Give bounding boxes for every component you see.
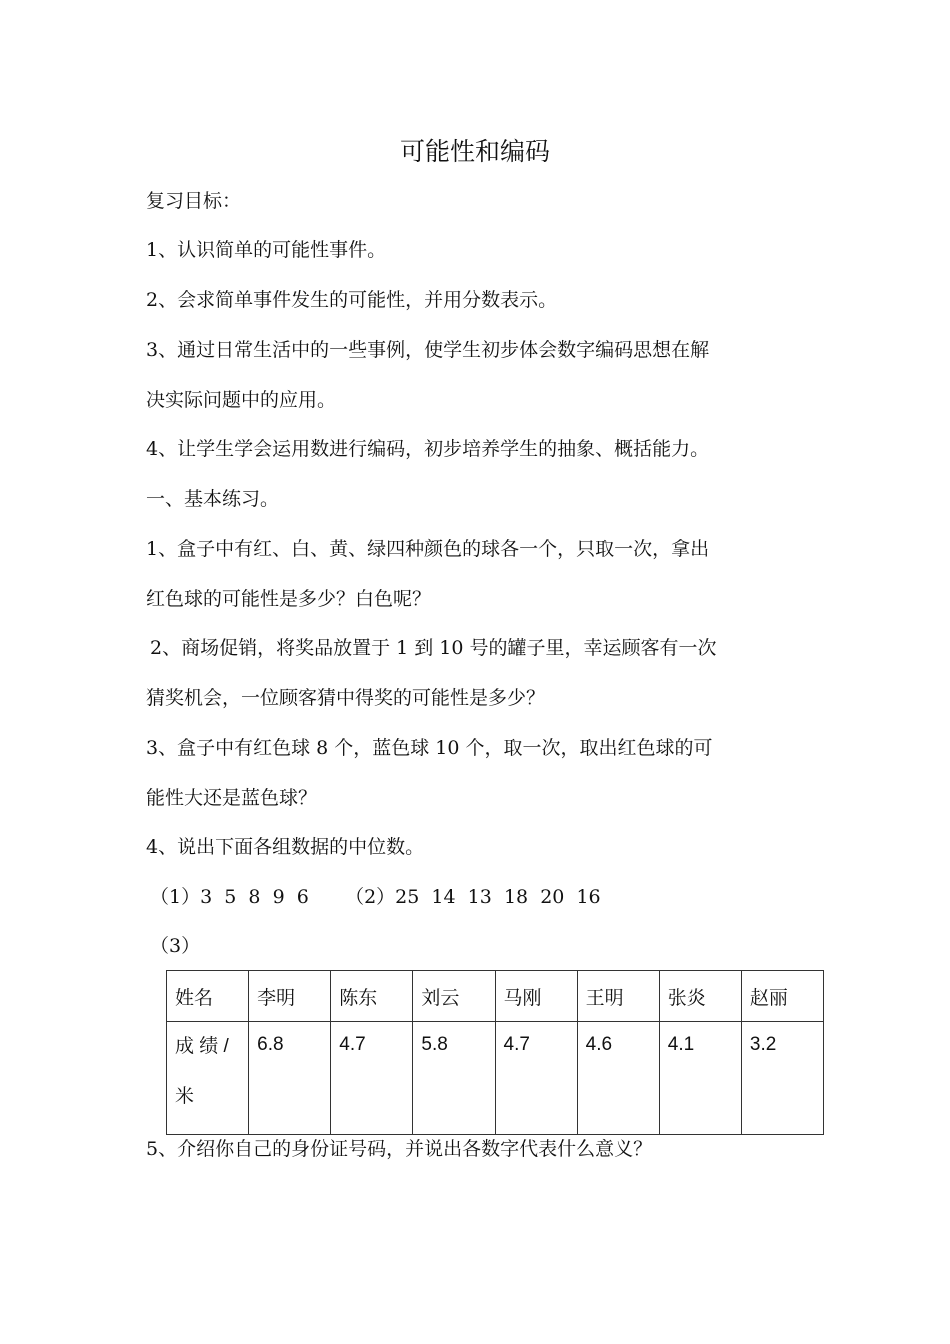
goal-item: 1、认识简单的可能性事件。 <box>146 239 387 261</box>
goal-item: 3、通过日常生活中的一些事例，使学生初步体会数字编码思想在解 <box>146 339 710 361</box>
table-row-label: 成 绩 / 米 <box>167 1022 249 1135</box>
final-question: 5、介绍你自己的身份证号码，并说出各数字代表什么意义？ <box>146 1138 653 1160</box>
table-cell: 6.8 <box>249 1022 331 1135</box>
table-cell: 李明 <box>249 971 331 1022</box>
exercise-item: 3、盒子中有红色球 8 个，蓝色球 10 个，取一次，取出红色球的可 <box>146 737 713 759</box>
goal-item-continued: 决实际问题中的应用。 <box>146 389 337 411</box>
exercise-item: 4、说出下面各组数据的中位数。 <box>146 836 425 858</box>
exercise-item-continued: 能性大还是蓝色球？ <box>146 787 318 809</box>
table-cell: 4.7 <box>331 1022 413 1135</box>
table-cell: 张炎 <box>659 971 741 1022</box>
table-row <box>167 1022 824 1135</box>
exercise-item: 2、商场促销，将奖品放置于 1 到 10 号的罐子里，幸运顾客有一次 <box>150 637 717 659</box>
table-cell: 4.6 <box>577 1022 659 1135</box>
exercise-item-continued: 猜奖机会，一位顾客猜中得奖的可能性是多少？ <box>146 687 546 709</box>
exercise-item-continued: 红色球的可能性是多少？白色呢？ <box>146 588 432 610</box>
table-cell: 5.8 <box>413 1022 495 1135</box>
table-cell: 姓名 <box>167 971 249 1022</box>
table-header-row <box>167 971 824 1022</box>
table-cell: 陈东 <box>331 971 413 1022</box>
exercise-item: 1、盒子中有红、白、黄、绿四种颜色的球各一个，只取一次，拿出 <box>146 538 710 560</box>
table-cell: 4.1 <box>659 1022 741 1135</box>
review-heading: 复习目标： <box>146 190 242 212</box>
goal-item: 2、会求简单事件发生的可能性，并用分数表示。 <box>146 289 558 311</box>
table-cell: 马刚 <box>495 971 577 1022</box>
table-cell: 赵丽 <box>741 971 823 1022</box>
goal-item: 4、让学生学会运用数进行编码，初步培养学生的抽象、概括能力。 <box>146 438 710 460</box>
table-cell: 刘云 <box>413 971 495 1022</box>
table-cell: 4.7 <box>495 1022 577 1135</box>
scores-table <box>166 970 824 1135</box>
table-cell: 王明 <box>577 971 659 1022</box>
table-cell: 3.2 <box>741 1022 823 1135</box>
section-heading: 一、基本练习。 <box>146 488 280 510</box>
median-data-sets: （1）3 5 8 9 6 （2）25 14 13 18 20 16 <box>150 886 601 908</box>
set3-label: （3） <box>150 935 201 957</box>
page-title: 可能性和编码 <box>399 137 550 166</box>
